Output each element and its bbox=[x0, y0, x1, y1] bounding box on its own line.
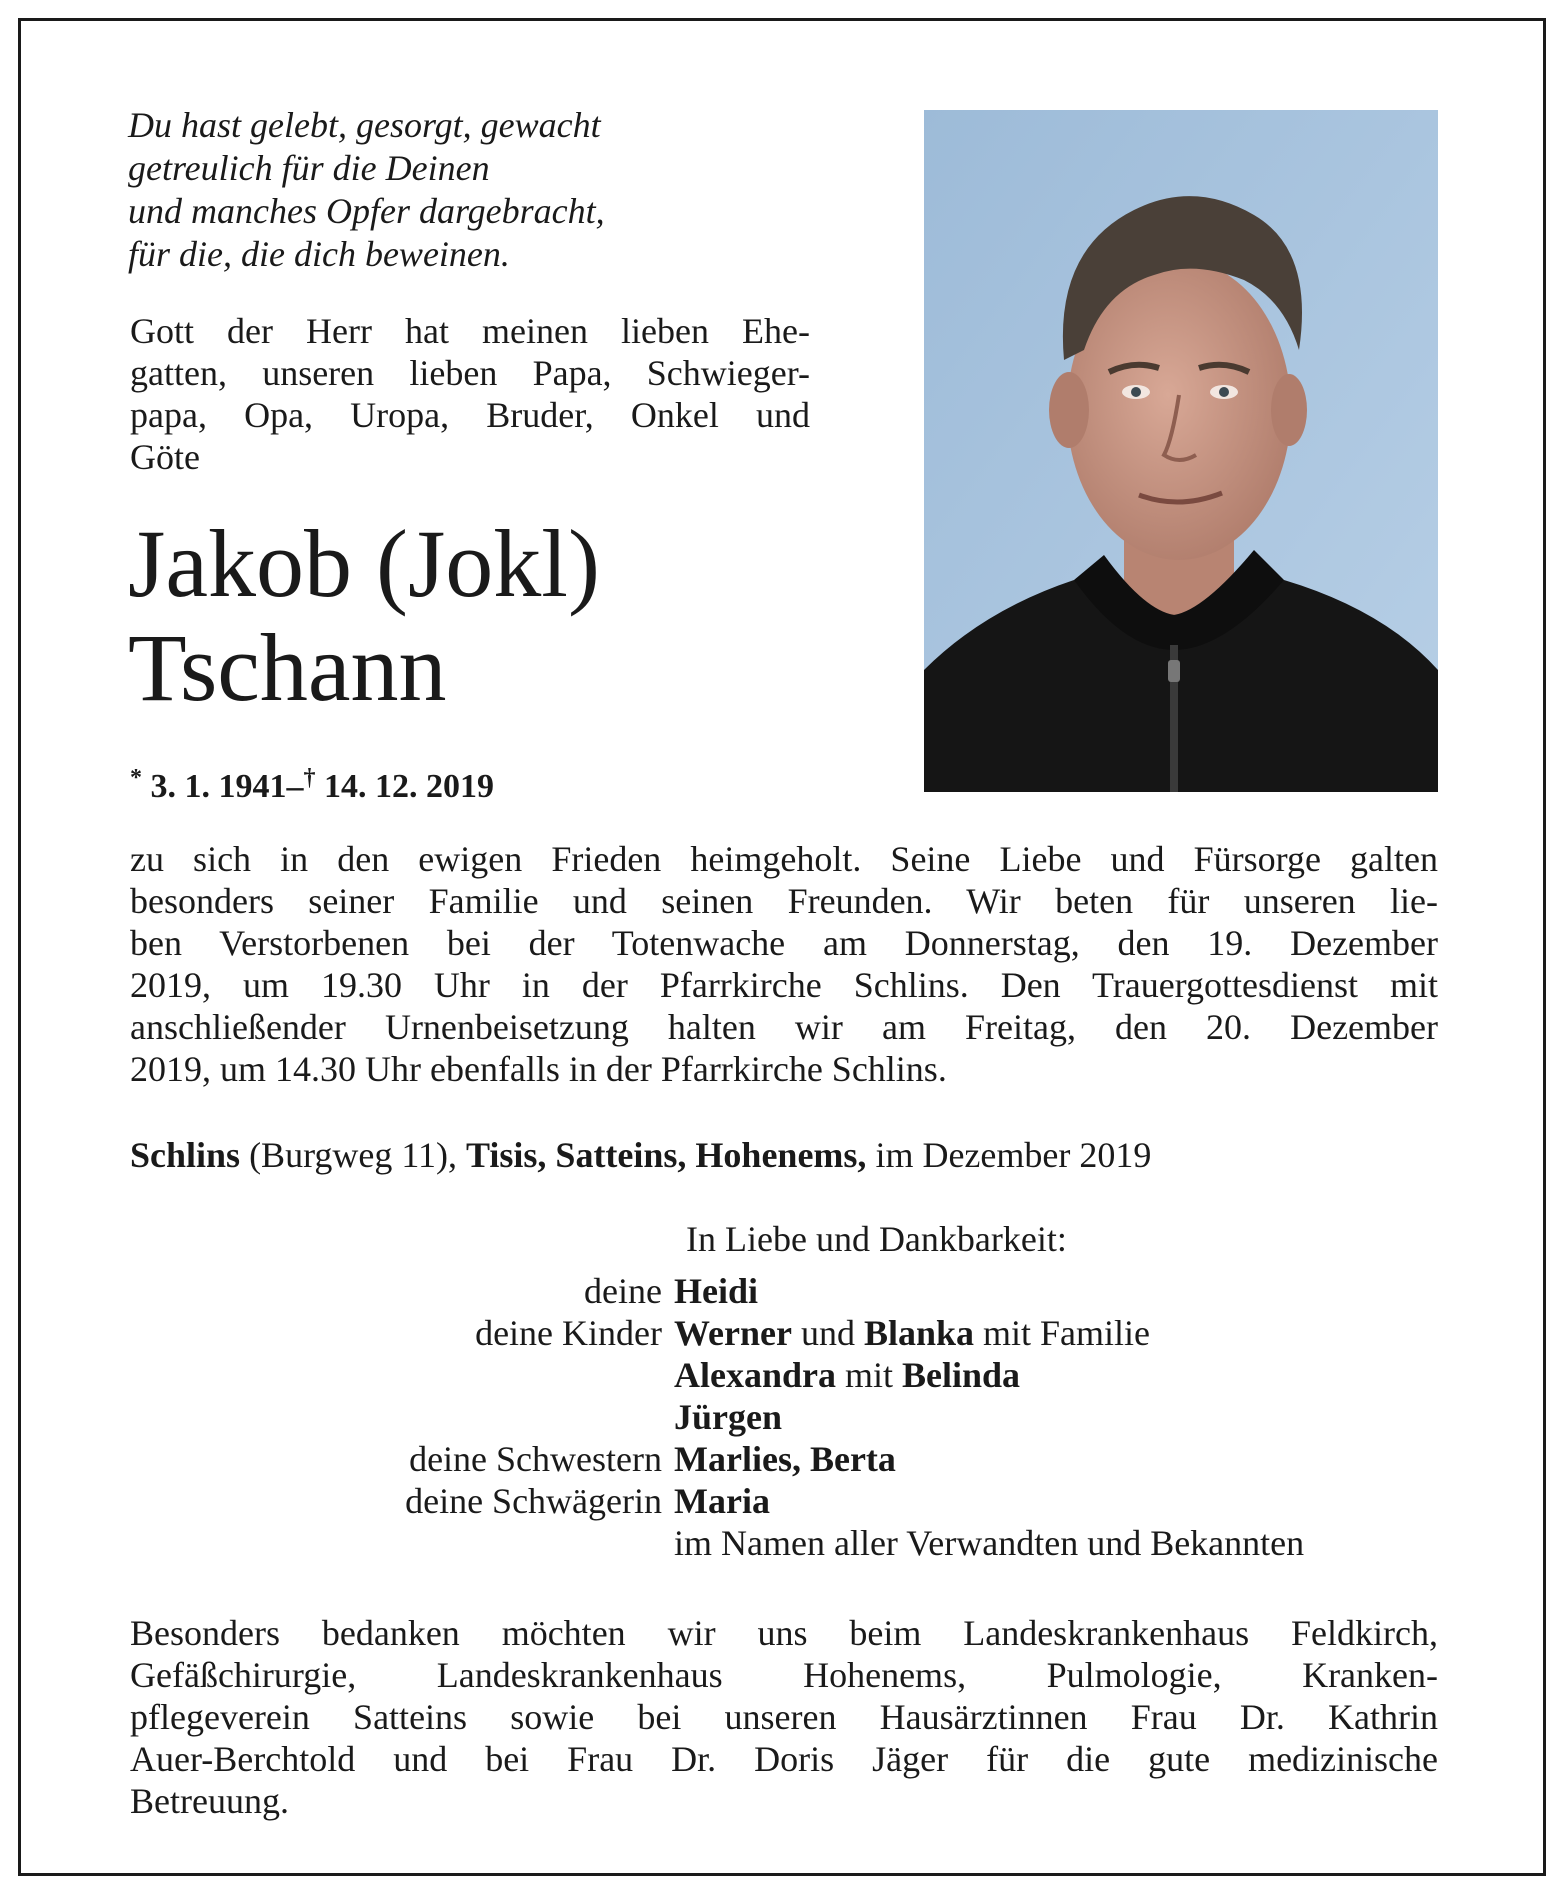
mourner-relation bbox=[130, 1522, 674, 1564]
birth-symbol: * bbox=[130, 765, 142, 791]
mourner-row bbox=[130, 1354, 1440, 1396]
mourner-names bbox=[674, 1270, 1440, 1312]
body-line: anschließender Urnenbeisetzung halten wir am Freitag, den 20. Dezember bbox=[130, 1007, 1438, 1047]
mourner-connector: mit Familie bbox=[974, 1313, 1151, 1353]
body-line: 2019, um 14.30 Uhr ebenfalls in der Pfarrkirche Schlins. bbox=[130, 1049, 947, 1089]
thanks-line: Auer-Berchtold und bei Frau Dr. Doris Jäger für die gute medizinische bbox=[130, 1739, 1438, 1779]
death-symbol: † bbox=[303, 765, 316, 791]
place-town: Schlins bbox=[130, 1135, 241, 1175]
death-date: 14. 12. 2019 bbox=[324, 768, 494, 805]
mourner-relation: deine Schwägerin bbox=[405, 1481, 662, 1521]
poem-line: getreulich für die Deinen bbox=[128, 148, 490, 188]
intro-line: Göte bbox=[130, 437, 200, 477]
announcement-body bbox=[130, 838, 1438, 1090]
date-separator: – bbox=[286, 768, 304, 805]
body-line: zu sich in den ewigen Frieden heimgeholt. Seine Liebe und Fürsorge galten bbox=[130, 839, 1438, 879]
mourner-row bbox=[130, 1270, 1440, 1312]
thanks-line: Betreuung. bbox=[130, 1781, 289, 1821]
mourner-name: Jürgen bbox=[674, 1397, 782, 1437]
mourners-heading: In Liebe und Dankbarkeit: bbox=[686, 1219, 1067, 1259]
intro-text bbox=[130, 310, 810, 478]
place-address: (Burgweg 11), bbox=[240, 1135, 467, 1175]
mourner-row bbox=[130, 1480, 1440, 1522]
life-dates bbox=[130, 758, 494, 807]
deceased-name bbox=[128, 512, 808, 720]
deceased-name-line2: Tschann bbox=[128, 614, 447, 721]
body-line: 2019, um 19.30 Uhr in der Pfarrkirche Schlins. Den Trauergottesdienst mit bbox=[130, 965, 1438, 1005]
mourner-row bbox=[130, 1312, 1440, 1354]
poem-line: und manches Opfer dargebracht, bbox=[128, 191, 605, 231]
intro-line: Gott der Herr hat meinen lieben Ehe- bbox=[130, 311, 810, 351]
mourner-relation bbox=[130, 1396, 674, 1438]
thanks-line: pflegeverein Satteins sowie bei unseren Hausärztinnen Frau Dr. Kathrin bbox=[130, 1697, 1438, 1737]
mourner-name: Belinda bbox=[902, 1355, 1021, 1395]
mourner-relation: deine Kinder bbox=[475, 1313, 662, 1353]
place-and-date bbox=[130, 1134, 1151, 1176]
intro-line: gatten, unseren lieben Papa, Schwieger- bbox=[130, 353, 810, 393]
thanks-line: Besonders bedanken möchten wir uns beim Landeskrankenhaus Feldkirch, bbox=[130, 1613, 1438, 1653]
intro-line: papa, Opa, Uropa, Bruder, Onkel und bbox=[130, 395, 810, 435]
mourner-connector: mit bbox=[836, 1355, 903, 1395]
mourner-names bbox=[674, 1438, 1440, 1480]
mourner-name: Alexandra bbox=[674, 1355, 836, 1395]
body-line: besonders seiner Familie und seinen Freunden. Wir beten für unseren lie- bbox=[130, 881, 1438, 921]
portrait-photo bbox=[924, 110, 1438, 792]
thanks-line: Gefäßchirurgie, Landeskrankenhaus Hohenems, Pulmologie, Kranken- bbox=[130, 1655, 1438, 1695]
mourner-relation: deine Schwestern bbox=[409, 1439, 662, 1479]
mourner-names bbox=[674, 1354, 1440, 1396]
deceased-name-line1: Jakob (Jokl) bbox=[128, 510, 600, 617]
mourner-row bbox=[130, 1396, 1440, 1438]
birth-date: 3. 1. 1941 bbox=[150, 768, 287, 805]
mourner-names bbox=[674, 1522, 1440, 1564]
mourner-name: Heidi bbox=[674, 1271, 759, 1311]
place-date: im Dezember 2019 bbox=[866, 1135, 1152, 1175]
mourner-names bbox=[674, 1480, 1440, 1522]
mourners-list bbox=[130, 1270, 1440, 1564]
mourner-connector: im Namen aller Verwandten und Bekannten bbox=[674, 1523, 1305, 1563]
mourner-name: Blanka bbox=[863, 1313, 975, 1353]
mourner-row bbox=[130, 1522, 1440, 1564]
mourner-name: Werner bbox=[674, 1313, 792, 1353]
mourner-row bbox=[130, 1438, 1440, 1480]
mourner-names bbox=[674, 1396, 1440, 1438]
mourner-relation: deine bbox=[584, 1271, 662, 1311]
mourner-relation bbox=[130, 1354, 674, 1396]
body-line: ben Verstorbenen bei der Totenwache am Donnerstag, den 19. Dezember bbox=[130, 923, 1438, 963]
thanks-text bbox=[130, 1612, 1438, 1822]
poem-line: Du hast gelebt, gesorgt, gewacht bbox=[128, 105, 601, 145]
memorial-poem bbox=[128, 104, 808, 276]
mourner-connector: und bbox=[791, 1313, 864, 1353]
mourner-names bbox=[674, 1312, 1440, 1354]
mourner-name: Marlies, Berta bbox=[674, 1439, 896, 1479]
mourner-name: Maria bbox=[674, 1481, 770, 1521]
place-others: Tisis, Satteins, Hohenems, bbox=[466, 1135, 867, 1175]
poem-line: für die, die dich beweinen. bbox=[128, 234, 510, 274]
